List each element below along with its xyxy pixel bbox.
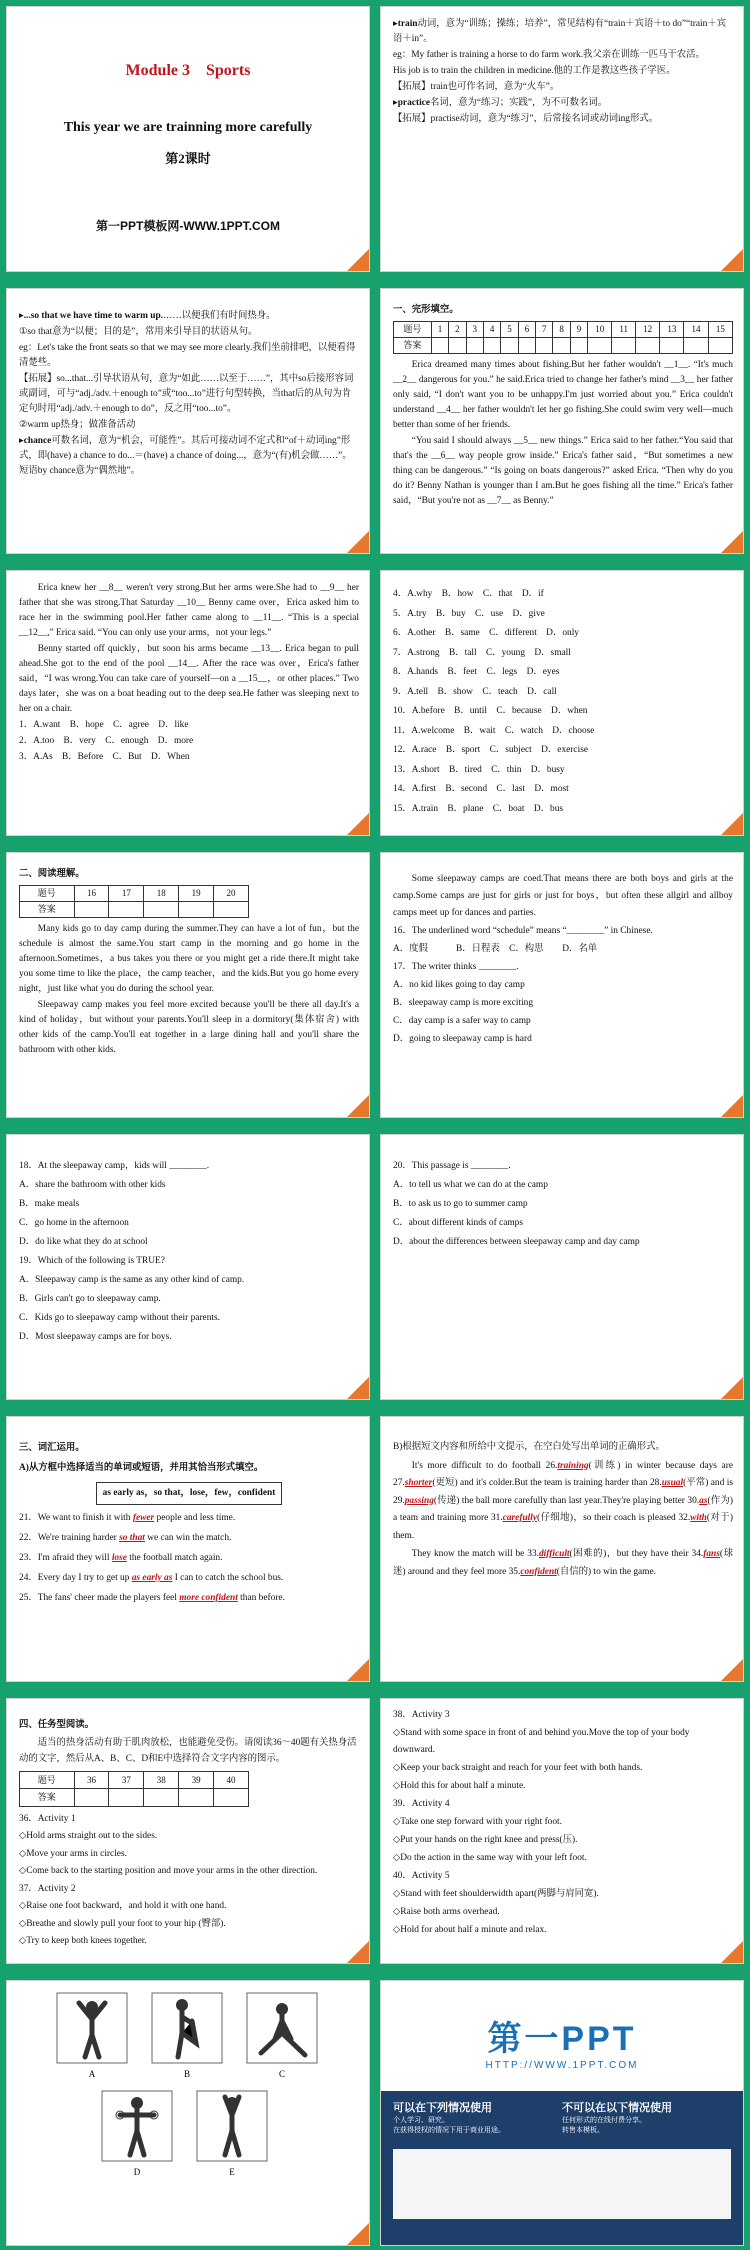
brand-url: HTTP://WWW.1PPT.COM	[485, 2060, 639, 2071]
grid-answer-cell[interactable]	[214, 1789, 249, 1807]
grid-answer-cell[interactable]	[483, 338, 500, 354]
grid-number: 15	[708, 322, 732, 338]
question-19: 19．Which of the following is TRUE?	[19, 1256, 165, 1266]
activity-line: ◇Hold this for about half a minute.	[393, 1781, 526, 1791]
question-23: 23．I'm afraid they will lose the football match again.	[19, 1553, 223, 1563]
lesson-subtitle: This year we are trainning more carefully	[63, 120, 313, 135]
grid-answer-cell[interactable]	[660, 338, 684, 354]
grid-number: 16	[74, 886, 109, 902]
grid-answer-cell[interactable]	[179, 1789, 214, 1807]
grid-number: 12	[636, 322, 660, 338]
cloze-option: 4．A.why B．how C．that D．if	[393, 589, 544, 599]
slide-task-reading	[6, 1698, 370, 1964]
grid-answer-cell[interactable]	[74, 1789, 109, 1807]
grid-answer-cell[interactable]	[612, 338, 636, 354]
question-20: 20．This passage is ________.	[393, 1161, 511, 1171]
grid-answer-cell[interactable]	[179, 902, 214, 918]
grid-answer-cell[interactable]	[144, 1789, 179, 1807]
module-title: Module 3 Sports	[125, 62, 251, 79]
question-option: A．to tell us what we can do at the camp	[393, 1180, 548, 1190]
activity-line: ◇Come back to the starting position and move your arms in the other direction.	[19, 1866, 318, 1876]
question-option: B．make meals	[19, 1199, 80, 1209]
picture-label-a: A	[88, 2069, 96, 2079]
grid-answer-cell[interactable]	[466, 338, 483, 354]
question-option: D．about the differences between sleepaway camp and day camp	[393, 1237, 640, 1247]
activity-line: ◇Hold for about half a minute and relax.	[393, 1925, 547, 1935]
grid-number: 18	[144, 886, 179, 902]
corner-icon	[347, 1659, 369, 1681]
grid-answer-cell[interactable]	[144, 902, 179, 918]
grid-number: 8	[553, 322, 570, 338]
question-16-options: A．度假 B．日程表 C．构思 D．名单	[393, 944, 598, 954]
question-25: 25．The fans' cheer made the players feel more confident than before.	[19, 1593, 285, 1603]
cloze-option: 6．A.other B．same C．different D．only	[393, 628, 579, 638]
cloze-option: 2．A.too B．very C．enough D．more	[19, 736, 194, 746]
question-17: 17．The writer thinks ________.	[393, 962, 519, 972]
activity-line: 40．Activity 5	[393, 1871, 450, 1881]
activity-line: ◇Stand with some space in front of and behind you.Move the top of your body downward.	[393, 1728, 690, 1755]
corner-icon	[721, 1659, 743, 1681]
section-heading: 一、完形填空。	[393, 305, 459, 315]
note-practice: ▸practice名词，意为“练习；实践”，为不可数名词。	[393, 98, 608, 108]
can-use-item: 在获得授权的情况下用于商业用途。	[393, 2127, 505, 2134]
grid-number: 7	[536, 322, 553, 338]
cloze-option: 7．A.strong B．tall C．young D．small	[393, 647, 571, 658]
question-option: D．going to sleepaway camp is hard	[393, 1034, 532, 1044]
picture-d	[102, 2091, 172, 2177]
cloze-option: 14．A.first B．second C．last D．most	[393, 784, 569, 794]
grid-number: 38	[144, 1771, 179, 1789]
slide-reading-questions-1	[380, 852, 744, 1118]
note-so-that: ▸...so that we have time to warm up.……以便我们有时间热身。	[19, 311, 276, 321]
note-extension-1: 【拓展】train也可作名词，意为“火车”。	[393, 82, 560, 92]
picture-label-e: E	[229, 2167, 235, 2177]
activity-line: ◇Put your hands on the right knee and press(压).	[393, 1835, 578, 1845]
question-option: A．share the bathroom with other kids	[19, 1180, 166, 1190]
site-name: 第一PPT模板网-WWW.1PPT.COM	[96, 219, 280, 233]
slide-reading-questions-2	[6, 1134, 370, 1400]
question-24: 24．Every day I try to get up as early as I can to catch the school bus.	[19, 1573, 284, 1583]
corner-icon	[347, 1377, 369, 1399]
note-example-1: eg：My father is training a horse to do farm work.我父亲在训练一匹马干农活。	[393, 50, 705, 60]
cloze-option: 15．A.train B．plane C．boat D．bus	[393, 803, 564, 814]
corner-icon	[347, 1941, 369, 1963]
note-example-2: His job is to train the children in medicine.他的工作是教这些孩子学医。	[393, 66, 676, 76]
corner-icon	[721, 249, 743, 271]
activity-line: ◇Hold arms straight out to the sides.	[19, 1831, 158, 1841]
brand-logo: 第一PPT	[487, 2020, 637, 2058]
can-use-title: 可以在下列情况使用	[393, 2102, 492, 2114]
passage-fill-2: They know the match will be 33.difficult(困难的)，but they have their 34.fans(球迷) around and they feel more 35.confident(自信的) to win the game.	[393, 1549, 734, 1577]
corner-icon	[347, 1095, 369, 1117]
cloze-passage-3: Erica knew her __8__ weren't very strong.But her arms were.She had to __9__ her father that she was strong.That Saturday __10__ Benny came over，Erica asked him to race her in the swimming pool.Her father came along to __11__. “This is a special __12__,” Erica said. “You can only use your arms，not your legs.”	[19, 583, 359, 638]
question-16: 16．The underlined word “schedule” means “________” in Chinese.	[393, 926, 653, 936]
grid-number: 40	[214, 1771, 249, 1789]
grid-number: 3	[466, 322, 483, 338]
cloze-passage-2: “You said I should always __5__ new things.” Erica said to her father.“You said that that's the __6__ way people grow inside.” Erica's father said，“But sometimes a new thing can be dangerous.” “Is going on boats dangerous?” asked Erica. “Then why do you do it? Benny Nathan is younger than I am.But he goes fishing all the time.” Erica's father said，“But you're not as __7__ as Benny.”	[393, 436, 733, 506]
grid-number: 20	[214, 886, 249, 902]
question-option: B．to ask us to go to summer camp	[393, 1199, 528, 1209]
picture-label-d: D	[133, 2167, 141, 2177]
link-list	[393, 2149, 731, 2219]
slide-so-that-notes	[6, 288, 370, 554]
word-box: as early as，so that，lose，few，confident	[96, 1482, 283, 1505]
grid-number: 36	[74, 1771, 109, 1789]
slide-title	[6, 6, 370, 272]
activity-line: ◇Try to keep both knees together.	[19, 1936, 147, 1946]
activity-line: 39．Activity 4	[393, 1799, 450, 1809]
slide-cloze-continued	[6, 570, 370, 836]
question-22: 22．We're training harder so that we can win the match.	[19, 1533, 232, 1543]
activity-line: ◇Stand with feet shoulderwidth apart(两脚与肩同宽).	[393, 1889, 599, 1899]
activity-line: ◇Do the action in the same way with your left foot.	[393, 1853, 587, 1863]
cannot-use-item: 转售本模板。	[562, 2127, 604, 2134]
cloze-option: 12．A.race B．sport C．subject D．exercise	[393, 745, 589, 755]
slide-vocabulary-b	[380, 1416, 744, 1682]
picture-label-b: B	[183, 2069, 191, 2079]
section-heading: 三、词汇运用。	[19, 1443, 85, 1453]
question-option: A．no kid likes going to day camp	[393, 980, 525, 990]
slide-cloze	[380, 288, 744, 554]
cloze-passage-1: Erica dreamed many times about fishing.But her father wouldn't __1__. “It's much __2__ dangerous for you.” he said.Erica tried to change her father's mind __3__ her father only said, “I don't want you to be unhappy.I'm just worried about you.” Erica couldn't understand __4__ her father wouldn't let her go fishing.She could swim very well—much better than some of her friends.	[393, 360, 733, 430]
cloze-option: 10．A.before B．until C．because D．when	[393, 706, 588, 716]
slide-task-activities	[380, 1698, 744, 1964]
cloze-option: 9．A.tell B．show C．teach D．call	[393, 686, 557, 697]
note-example: eg：Let's take the front seats so that we may see more clearly.我们坐前排吧，以便看得清楚些。	[19, 343, 356, 368]
grid-label: 题号	[394, 322, 432, 338]
corner-icon	[721, 813, 743, 835]
note-extension-2: 【拓展】practise动词，意为“练习”，后常接名词或动词ing形式。	[393, 114, 659, 124]
grid-number: 17	[109, 886, 144, 902]
note-chance: ▸chance可数名词，意为“机会，可能性”。其后可接动词不定式和“of＋动词ing”形式，即(have) a chance to do...＝(have) a chance of doing...，意为“(有)机会做……”。短语by chance意为“偶然地”。	[19, 436, 352, 476]
slide-train-notes	[380, 6, 744, 272]
slide-activity-pictures	[6, 1980, 370, 2246]
section-instruction: B)根据短文内容和所给中文提示，在空白处写出单词的正确形式。	[393, 1442, 665, 1452]
grid-number: 37	[109, 1771, 144, 1789]
corner-icon	[721, 1095, 743, 1117]
grid-answer-cell[interactable]	[431, 338, 448, 354]
grid-number: 5	[501, 322, 518, 338]
slide-template-footer	[380, 1980, 744, 2246]
grid-answer-cell[interactable]	[636, 338, 660, 354]
slide-vocabulary-a	[6, 1416, 370, 1682]
can-use-item: 个人学习、研究。	[393, 2117, 449, 2124]
grid-number: 2	[449, 322, 466, 338]
grid-answer-cell[interactable]	[708, 338, 732, 354]
activity-line: 38．Activity 3	[393, 1710, 450, 1720]
grid-answer-cell[interactable]	[501, 338, 518, 354]
grid-number: 1	[431, 322, 448, 338]
grid-label: 题号	[20, 1771, 75, 1789]
reading-paragraph-3: Some sleepaway camps are coed.That means there are both boys and girls at the camp.Some camps are just for girls or just for boys，but often these allgirl and allboy camps meet up for dances and parties.	[393, 874, 733, 918]
grid-label: 题号	[20, 886, 75, 902]
grid-label: 答案	[394, 338, 432, 354]
activity-line: ◇Raise one foot backward，and hold it with one hand.	[19, 1901, 227, 1911]
grid-answer-cell[interactable]	[109, 1789, 144, 1807]
activity-line: ◇Keep your back straight and reach for your feet with both hands.	[393, 1763, 643, 1773]
grid-answer-cell[interactable]	[570, 338, 587, 354]
question-option: C．day camp is a safer way to camp	[393, 1016, 531, 1026]
corner-icon	[347, 249, 369, 271]
question-option: A．Sleepaway camp is the same as any other kind of camp.	[19, 1275, 245, 1285]
question-option: B．Girls can't go to sleepaway camp.	[19, 1294, 161, 1304]
activity-line: ◇Move your arms in circles.	[19, 1848, 127, 1859]
question-option: C．go home in the afternoon	[19, 1218, 129, 1228]
note-so-that-meaning: ①so that意为“以便；目的是”，常用来引导目的状语从句。	[19, 327, 258, 337]
grid-answer-cell[interactable]	[109, 902, 144, 918]
picture-a	[57, 1993, 127, 2079]
corner-icon	[721, 1941, 743, 1963]
grid-answer-cell[interactable]	[684, 338, 708, 354]
answer-grid	[393, 321, 733, 354]
picture-b	[152, 1993, 222, 2079]
note-warm-up: ②warm up热身；做准备活动	[19, 420, 136, 430]
grid-number: 13	[660, 322, 684, 338]
question-option: C．about different kinds of camps	[393, 1218, 524, 1228]
picture-e	[197, 2091, 267, 2177]
slide-cloze-options	[380, 570, 744, 836]
grid-answer-cell[interactable]	[588, 338, 612, 354]
grid-number: 39	[179, 1771, 214, 1789]
activity-line: 37．Activity 2	[19, 1883, 76, 1894]
corner-icon	[347, 813, 369, 835]
question-option: C．Kids go to sleepaway camp without their parents.	[19, 1313, 220, 1323]
grid-number: 4	[483, 322, 500, 338]
note-train: ▸train动词，意为“训练；操练；培养”，常见结构有“train＋宾语＋to do”“train＋宾语＋in”。	[393, 19, 727, 44]
grid-number: 10	[588, 322, 612, 338]
activity-line: 36．Activity 1	[19, 1813, 76, 1824]
cloze-option: 5．A.try B．buy C．use D．give	[393, 608, 545, 619]
grid-answer-cell[interactable]	[536, 338, 553, 354]
answer-grid	[19, 885, 249, 918]
picture-c	[247, 1993, 317, 2079]
grid-label: 答案	[20, 1789, 75, 1807]
section-heading: 四、任务型阅读。	[19, 1720, 95, 1730]
grid-number: 14	[684, 322, 708, 338]
section-instruction: 适当的热身活动有助于肌肉放松，也能避免受伤。请阅读36～40题有关热身活动的文字，然后从A、B、C、D和E中选择符合文字内容的图示。	[19, 1737, 357, 1764]
lesson-number: 第2课时	[165, 151, 211, 166]
section-heading: 二、阅读理解。	[19, 869, 85, 879]
grid-answer-cell[interactable]	[518, 338, 535, 354]
grid-answer-cell[interactable]	[74, 902, 109, 918]
cannot-use-title: 不可以在以下情况使用	[562, 2102, 672, 2114]
corner-icon	[721, 531, 743, 553]
grid-number: 6	[518, 322, 535, 338]
cloze-option: 3．A.As B．Before C．But D．When	[19, 752, 190, 762]
cloze-option: 13．A.short B．tired C．thin D．busy	[393, 764, 565, 775]
corner-icon	[347, 2223, 369, 2245]
grid-answer-cell[interactable]	[449, 338, 466, 354]
picture-label-c: C	[278, 2069, 286, 2079]
usage-panel	[381, 2091, 743, 2245]
question-option: D．Most sleepaway camps are for boys.	[19, 1332, 172, 1342]
cloze-option: 8．A.hands B．feet C．legs D．eyes	[393, 667, 560, 677]
corner-icon	[347, 531, 369, 553]
question-18: 18．At the sleepaway camp，kids will ________.	[19, 1161, 210, 1171]
slide-reading	[6, 852, 370, 1118]
cloze-option: 11．A.welcome B．wait C．watch D．choose	[393, 725, 595, 736]
activity-line: ◇Breathe and slowly pull your foot to your hip (臀部).	[19, 1918, 226, 1929]
grid-label: 答案	[20, 902, 75, 918]
note-extension: 【拓展】so...that...引导状语从句，意为“如此……以至于……”，其中so后接形容词或副词，可与“adj./adv.＋enough to”或“too...to”进行句型转换，当that后的从句为肯定句时用“adj./adv.＋enough to do”，反之用“too...to”。	[19, 374, 354, 414]
corner-icon	[721, 1377, 743, 1399]
reading-paragraph-1: Many kids go to day camp during the summer.They can have a lot of fun，but the schedule is almost the same.You start camp in the morning and go home in the afternoon.Sometimes，a bus takes you there or you might get a ride there.It might take you some time to like the place，the camp teacher，and the kids.But you go home every night，just like what you do during the school year.	[19, 924, 359, 994]
question-21: 21．We want to finish it with fewer people and less time.	[19, 1513, 236, 1523]
cannot-use-item: 任何形式的在线付费分享。	[562, 2117, 646, 2124]
answer-grid	[19, 1771, 249, 1807]
cloze-option: 1．A.want B．hope C．agree D．like	[19, 720, 189, 730]
grid-number: 11	[612, 322, 636, 338]
grid-number: 9	[570, 322, 587, 338]
grid-answer-cell[interactable]	[553, 338, 570, 354]
question-option: D．do like what they do at school	[19, 1237, 148, 1247]
grid-number: 19	[179, 886, 214, 902]
pictures-panel	[7, 1981, 369, 2245]
section-instruction: A)从方框中选择适当的单词或短语，并用其恰当形式填空。	[19, 1463, 264, 1473]
question-option: B．sleepaway camp is more exciting	[393, 998, 534, 1008]
passage-fill-1: It's more difficult to do football 26.training(训练) in winter because days are 27.shorter(更短) and it's colder.But the team is training harder than 28.usual(平常) and is 29.passing(传递) the ball more carefully than last year.They're playing better 30.as(作为) a team and training more 31.carefully(仔细地)，so their coach is pleased 32.with(对于) them.	[393, 1460, 733, 1541]
activity-line: ◇Raise both arms overhead.	[393, 1907, 500, 1917]
cloze-passage-4: Benny started off quickly，but soon his arms became __13__. Erica began to pull ahead.She got to the end of the pool __14__. After the race was over，Erica's father said，“I was wrong.You can take care of yourself—on a __15__，or other places.” Two days later，she was on a boat heading out to the deep sea.He father was sleeping next to her on a chair.	[19, 644, 359, 714]
activity-line: ◇Take one step forward with your right foot.	[393, 1817, 563, 1827]
reading-paragraph-2: Sleepaway camp makes you feel more excited because you'll be there all day.It's a kind of holiday，but without your parents.You'll sleep in a dormitory(集体宿舍) with other kids of the camp.You'll eat together in a large dining hall and you'll share the bathroom with other kids.	[19, 1000, 359, 1055]
slide-reading-questions-3	[380, 1134, 744, 1400]
grid-answer-cell[interactable]	[214, 902, 249, 918]
